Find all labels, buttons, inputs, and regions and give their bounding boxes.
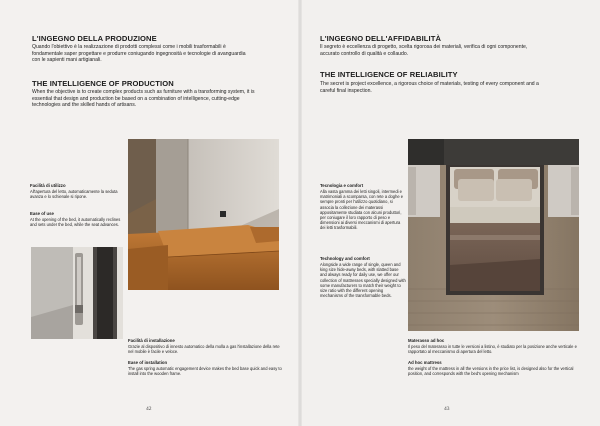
paragraph-english: The secret is project excellence, a rigorous choice of materials, testing of every component and a careful final inspection.: [320, 81, 539, 94]
heading-italian: L'INGEGNO DELL'AFFIDABILITÀ: [320, 34, 442, 43]
caption-title-install-en: Ease of installation: [128, 360, 168, 365]
caption-title-tech-en: Technology and comfort: [320, 256, 370, 261]
caption-text-ease-en: At the opening of the bed, it automatically reclines and sets under the bed, while the seat advances.: [30, 217, 121, 228]
caption-title-install-it: Facilità di installazione: [128, 338, 175, 343]
heading-english: THE INTELLIGENCE OF RELIABILITY: [320, 70, 458, 79]
caption-text-install-it: Grazie al dispositivo di innesto automatico della molla a gas l'installazione della rete nel mobile è facile e veloce.: [128, 344, 280, 355]
heading-italian: L'INGEGNO DELLA PRODUZIONE: [32, 34, 157, 43]
page-gutter: [298, 0, 302, 426]
caption-title-mattress-en: Ad hoc mattress: [408, 360, 442, 365]
caption-text-install-en: The gas spring automatic engagement device makes the bed base quick and easy to install into the wooden frame.: [128, 366, 282, 377]
paragraph-italian: Quando l'obiettivo è la realizzazione di prodotti complessi come i mobili trasformabili è fondamentale saper progettare e produrre coniugando ingegnosità e tecnologie di avanguardia con le sapienti mani artigianali.: [32, 44, 246, 64]
caption-title-tech-it: Tecnologia e comfort: [320, 183, 364, 188]
page-number-right: 43: [444, 406, 450, 412]
caption-title-mattress-it: Materasso ad hoc: [408, 338, 445, 343]
heading-english: THE INTELLIGENCE OF PRODUCTION: [32, 79, 174, 88]
caption-text-ease-it: All'apertura del letto, automaticamente la seduta avanza e lo schienale si ripone.: [30, 189, 118, 200]
caption-title-ease-en: Ease of use: [30, 211, 54, 216]
caption-text-mattress-en: the weight of the mattress in all the versions in the price list, is designed also for the vertical position, and corresponds with the bed's opening mechanism: [408, 366, 574, 377]
mechanism-detail-photo: [31, 247, 123, 339]
caption-text-tech-en: Alongside a wide range of single, queen and king size hide-away beds, with slatted base and always ready for daily use, we offer our collection of mattresses specially designed with some manufacturers to match their weight to size ratio with the different opening mechanisms of the transformable beds.: [320, 262, 406, 299]
paragraph-italian: Il segreto è eccellenza di progetto, scelta rigorosa dei materiali, verifica di ogni componente, accurato controllo di qualità e collaudo.: [320, 44, 528, 57]
caption-text-mattress-it: Il peso del materasso in tutte le versioni a listino, è studiato per la posizione anche verticale e rapportato al meccanismo di apertura del letto.: [408, 344, 577, 355]
paragraph-english: When the objective is to create complex products such as furniture with a transforming system, it is essential that design and production be based on a combination of intelligence, cutting-edge technologies and the skilled hands of artisans.: [32, 89, 255, 109]
caption-title-ease-it: Facilità di utilizzo: [30, 183, 66, 188]
caption-text-tech-it: Alla vasta gamma dei letti singoli, intermedi e matrimoniali a scomparsa, con rete a doghe e sempre pronti per l'utilizzo quotidiano, si associa la collezione dei materassi appositamente studiata con alcuni produttori, per coniugare il loro rapporto di peso e dimensioni ai diversi meccanismi di apertura dei letti trasformabili.: [320, 189, 404, 231]
sofa-bed-photo: [128, 139, 279, 290]
bed-top-view-photo: [408, 139, 579, 331]
right-page: [300, 0, 600, 426]
page-number-left: 42: [146, 406, 152, 412]
